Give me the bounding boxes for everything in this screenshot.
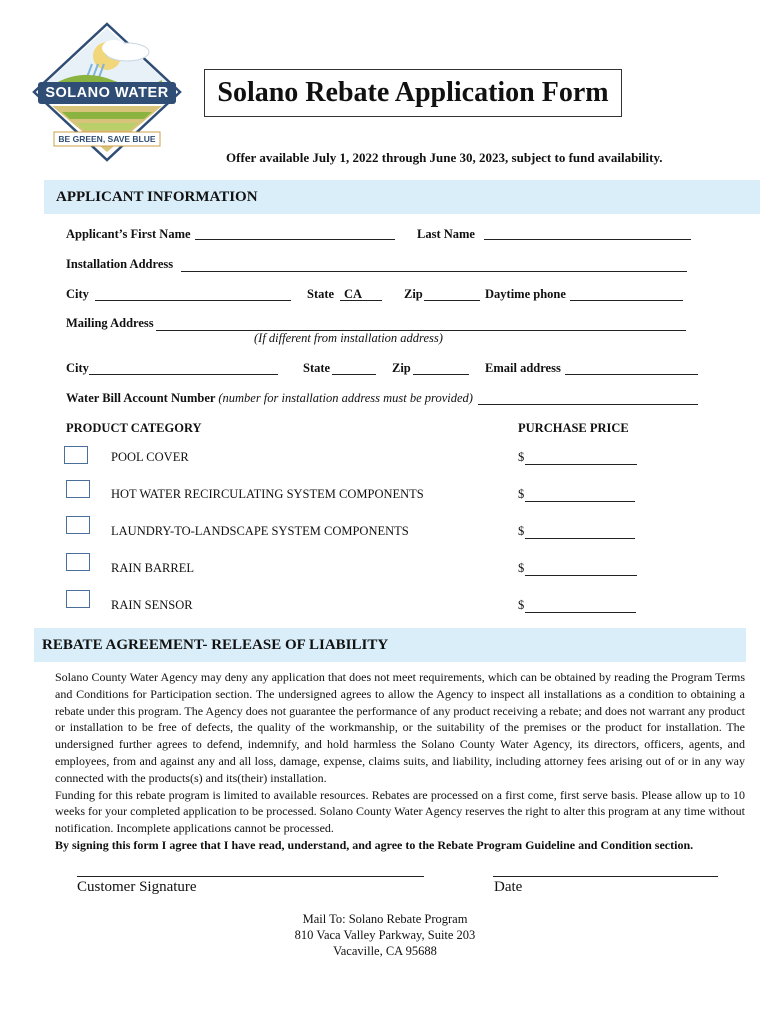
agreement-statement: By signing this form I agree that I have read, understand, and agree to the Rebate Program Guideline and Condition section.: [55, 837, 694, 852]
rain-sensor-label: RAIN SENSOR: [111, 598, 193, 612]
zip-label: Zip: [404, 287, 423, 301]
rain-barrel-label: RAIN BARREL: [111, 561, 194, 575]
laundry-to-landscape-label: LAUNDRY-TO-LANDSCAPE SYSTEM COMPONENTS: [111, 524, 409, 538]
logo-name: SOLANO WATER: [45, 85, 169, 101]
mail-to-line-3: Vacaville, CA 95688: [333, 944, 437, 958]
mailing-state-label: State: [303, 361, 331, 375]
rain-sensor-price-field[interactable]: [525, 599, 636, 613]
mailing-zip-label: Zip: [392, 361, 411, 375]
rebate-section-title: REBATE AGREEMENT- RELEASE OF LIABILITY: [42, 636, 389, 653]
installation-address-field[interactable]: [181, 258, 687, 272]
rain-barrel-checkbox[interactable]: [66, 553, 90, 571]
last-name-label: Last Name: [417, 227, 475, 241]
rain-barrel-price-field[interactable]: [525, 562, 637, 576]
laundry-to-landscape-price-field[interactable]: [525, 525, 635, 539]
rain-barrel-currency: $: [518, 561, 525, 575]
state-label: State: [307, 287, 335, 301]
mailing-city-field[interactable]: [89, 361, 278, 375]
mail-to-line-1: Mail To: Solano Rebate Program: [302, 912, 468, 926]
mailing-city-label: City: [66, 361, 89, 375]
applicant-section-title: APPLICANT INFORMATION: [56, 188, 258, 205]
email-address-field[interactable]: [565, 361, 698, 375]
mailing-address-note: (If different from installation address): [254, 331, 443, 345]
email-address-label: Email address: [485, 361, 561, 375]
agreement-paragraph-1: Solano County Water Agency may deny any application that does not meet requirements, which can be obtained by reading the Program Terms and Conditions for Participation section. The undersigned agrees to allow the Agency to inspect all installations as a condition to obtaining a rebate under this program. The Agency does not guarantee the performance of any product receiving a rebate; and does not warrant any product or installation to be free of defects, the quality of the workmanship, or the suitability of the premises or the product for installation. The undersigned further agrees to defend, indemnify, and hold harmless the Solano County Water Agency, its directors, officers, agents, and employees, from and against any and all loss, damage, expense, claims suits, and liability, including attorney fees arising out of or in any way connected with the products(s) and its(their) installation.: [55, 670, 745, 785]
mailing-state-field[interactable]: [332, 361, 376, 375]
state-value: CA: [344, 287, 363, 301]
water-bill-label-text: Water Bill Account Number: [66, 391, 216, 405]
offer-availability: Offer available July 1, 2022 through June 30, 2023, subject to fund availability.: [226, 150, 663, 165]
purchase-price-header: PURCHASE PRICE: [518, 421, 629, 435]
rain-sensor-checkbox[interactable]: [66, 590, 90, 608]
customer-signature-line[interactable]: [77, 876, 424, 877]
last-name-field[interactable]: [484, 226, 691, 240]
hot-water-recirculating-checkbox[interactable]: [66, 480, 90, 498]
pool-cover-currency: $: [518, 450, 525, 464]
first-name-field[interactable]: [195, 226, 395, 240]
hot-water-recirculating-label: HOT WATER RECIRCULATING SYSTEM COMPONENTS: [111, 487, 424, 501]
solano-water-logo: [32, 22, 182, 162]
date-line[interactable]: [493, 876, 718, 877]
pool-cover-checkbox[interactable]: [64, 446, 88, 464]
rebate-agreement-text: [55, 669, 745, 854]
mailing-address-field[interactable]: [156, 317, 686, 331]
agreement-paragraph-2: Funding for this rebate program is limited to available resources. Rebates are processed on a first come, first serve basis. Please allow up to 10 weeks for your completed application to be processed. Solano County Water Agency reserves the right to alter this program at any time without notification. Incomplete applications cannot be processed.: [55, 787, 745, 836]
city-field[interactable]: [95, 287, 291, 301]
hot-water-recirculating-currency: $: [518, 487, 525, 501]
mailing-zip-field[interactable]: [413, 361, 469, 375]
mailing-address-label: Mailing Address: [66, 316, 154, 330]
installation-address-label: Installation Address: [66, 257, 174, 271]
laundry-to-landscape-currency: $: [518, 524, 525, 538]
rebate-agreement-header: [34, 628, 746, 662]
rain-sensor-currency: $: [518, 598, 525, 612]
city-label: City: [66, 287, 89, 301]
mail-to-line-2: 810 Vaca Valley Parkway, Suite 203: [294, 928, 476, 942]
applicant-information-header: [44, 180, 760, 214]
laundry-to-landscape-checkbox[interactable]: [66, 516, 90, 534]
hot-water-recirculating-price-field[interactable]: [525, 488, 635, 502]
zip-field[interactable]: [424, 287, 480, 301]
form-title-text: Solano Rebate Application Form: [217, 77, 609, 108]
water-bill-account-label: [66, 391, 473, 406]
daytime-phone-field[interactable]: [570, 287, 683, 301]
state-field[interactable]: [340, 287, 382, 301]
logo-tagline: BE GREEN, SAVE BLUE: [58, 134, 156, 144]
pool-cover-price-field[interactable]: [525, 451, 637, 465]
mailing-instructions: [0, 911, 770, 959]
product-category-header: PRODUCT CATEGORY: [66, 421, 202, 435]
first-name-label: Applicant’s First Name: [66, 227, 191, 241]
date-label: Date: [494, 879, 523, 895]
pool-cover-label: POOL COVER: [111, 450, 189, 464]
form-title: [204, 69, 622, 117]
daytime-phone-label: Daytime phone: [485, 287, 566, 301]
customer-signature-label: Customer Signature: [77, 879, 197, 895]
water-bill-note: (number for installation address must be provided): [218, 391, 473, 405]
water-bill-account-field[interactable]: [478, 391, 698, 405]
